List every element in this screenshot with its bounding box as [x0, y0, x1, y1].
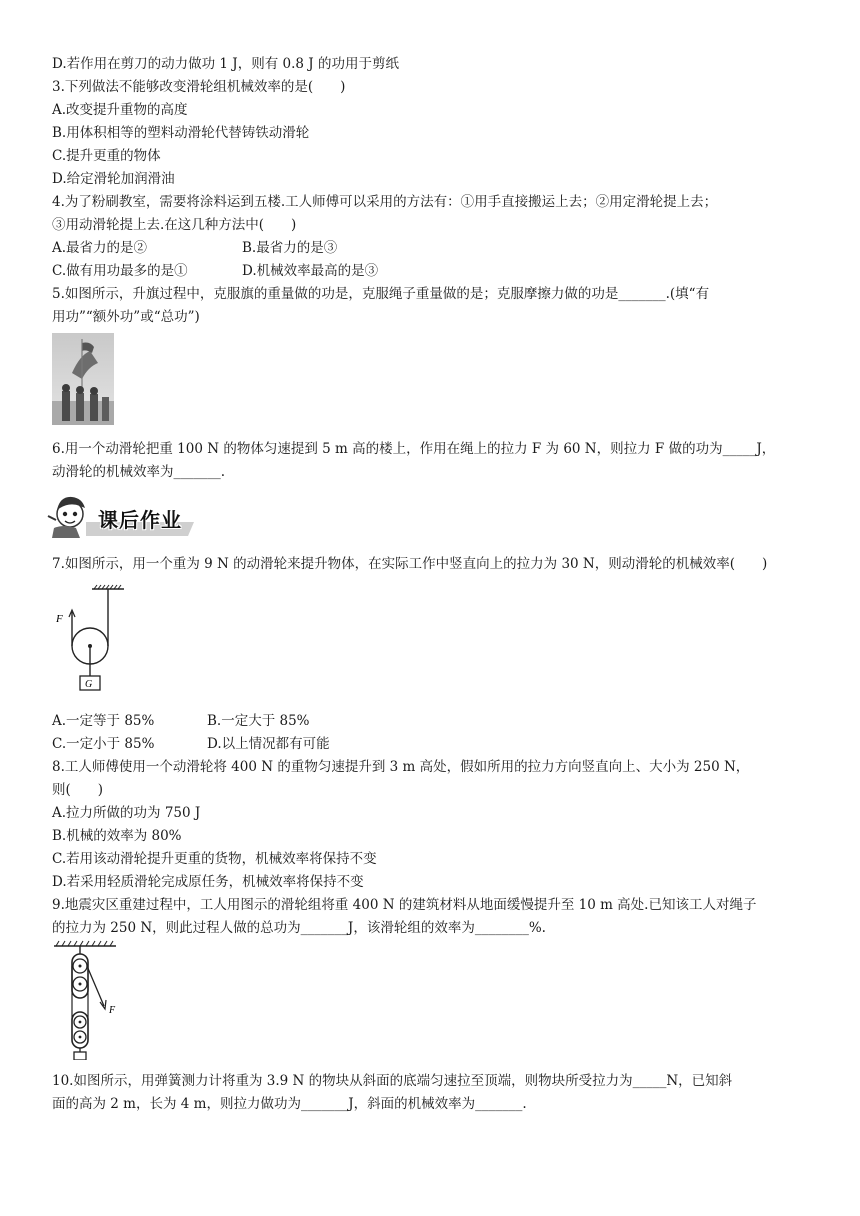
q8-stem-line1: 8.工人师傅使用一个动滑轮将 400 N 的重物匀速提升到 3 m 高处，假如所用的拉力方向竖直向上、大小为 250 N，: [52, 759, 750, 775]
q2-option-d: D.若作用在剪刀的动力做功 1 J，则有 0.8 J 的功用于剪纸: [52, 56, 399, 72]
q4-option-a: A.最省力的是②: [52, 240, 148, 256]
q5-stem-line2: 用功”“额外功”或“总功”): [52, 309, 200, 325]
q7-option-a: A.一定等于 85%: [52, 713, 155, 729]
q8-option-c: C.若用该动滑轮提升更重的货物，机械效率将保持不变: [52, 851, 377, 867]
q8-option-d: D.若采用轻质滑轮完成原任务，机械效率将保持不变: [52, 874, 364, 890]
q7-options-row2: [52, 735, 330, 753]
section-header: [46, 490, 196, 540]
q7-options-row1: [52, 712, 310, 730]
q8-stem-line2: 则( ): [52, 782, 104, 798]
q3-option-d: D.给定滑轮加润滑油: [52, 171, 175, 187]
q7-stem: 7.如图所示，用一个重为 9 N 的动滑轮来提升物体，在实际工作中竖直向上的拉力为 30 N，则动滑轮的机械效率( ): [52, 556, 768, 572]
q6-stem-line2: 动滑轮的机械效率为_______.: [52, 464, 226, 480]
q7-option-b: B.一定大于 85%: [207, 713, 310, 729]
q6-stem-line1: 6.用一个动滑轮把重 100 N 的物体匀速提到 5 m 高的楼上，作用在绳上的拉力 F 为 60 N，则拉力 F 做的功为_____J，: [52, 441, 776, 457]
q5-stem-line1: 5.如图所示，升旗过程中，克服旗的重量做的功是，克服绳子重量做的是；克服摩擦力做的功是_______.(填“有: [52, 286, 710, 302]
q4-stem-line1: 4.为了粉刷教室，需要将涂料运到五楼.工人师傅可以采用的方法有：①用手直接搬运上去；②用定滑轮提上去；: [52, 194, 718, 210]
q8-option-a: A.拉力所做的功为 750 J: [52, 805, 201, 821]
q3-option-a: A.改变提升重物的高度: [52, 102, 188, 118]
q7-option-c: C.一定小于 85%: [52, 736, 155, 752]
q4-option-b: B.最省力的是③: [242, 240, 338, 256]
q4-options-row1: [52, 239, 337, 257]
q4-option-c: C.做有用功最多的是①: [52, 263, 188, 279]
flag-raising-photo: [52, 333, 114, 425]
q10-stem-line2: 面的高为 2 m，长为 4 m，则拉力做功为_______J，斜面的机械效率为_______.: [52, 1096, 527, 1112]
force-label: F: [109, 1005, 116, 1016]
q3-option-c: C.提升更重的物体: [52, 148, 161, 164]
force-label: F: [56, 613, 63, 625]
movable-pulley-diagram: [52, 584, 136, 696]
q3-option-b: B.用体积相等的塑料动滑轮代替铸铁动滑轮: [52, 125, 310, 141]
q4-option-d: D.机械效率最高的是③: [242, 263, 379, 279]
q10-stem-line1: 10.如图所示，用弹簧测力计将重为 3.9 N 的物块从斜面的底端匀速拉至顶端，则物块所受拉力为_____N，已知斜: [52, 1073, 733, 1089]
pulley-block-diagram: [52, 940, 132, 1060]
q8-option-b: B.机械的效率为 80%: [52, 828, 182, 844]
q4-options-row2: [52, 262, 378, 280]
q3-stem: 3.下列做法不能够改变滑轮组机械效率的是( ): [52, 79, 346, 95]
weight-label: G: [85, 679, 93, 690]
q4-stem-line2: ③用动滑轮提上去.在这几种方法中( ): [52, 217, 297, 233]
q9-stem-line1: 9.地震灾区重建过程中，工人用图示的滑轮组将重 400 N 的建筑材料从地面缓慢提升至 10 m 高处.已知该工人对绳子: [52, 897, 757, 913]
section-title: 课后作业: [98, 508, 182, 532]
q9-stem-line2: 的拉力为 250 N，则此过程人做的总功为_______J，该滑轮组的效率为________%.: [52, 920, 546, 936]
q7-option-d: D.以上情况都有可能: [207, 736, 330, 752]
